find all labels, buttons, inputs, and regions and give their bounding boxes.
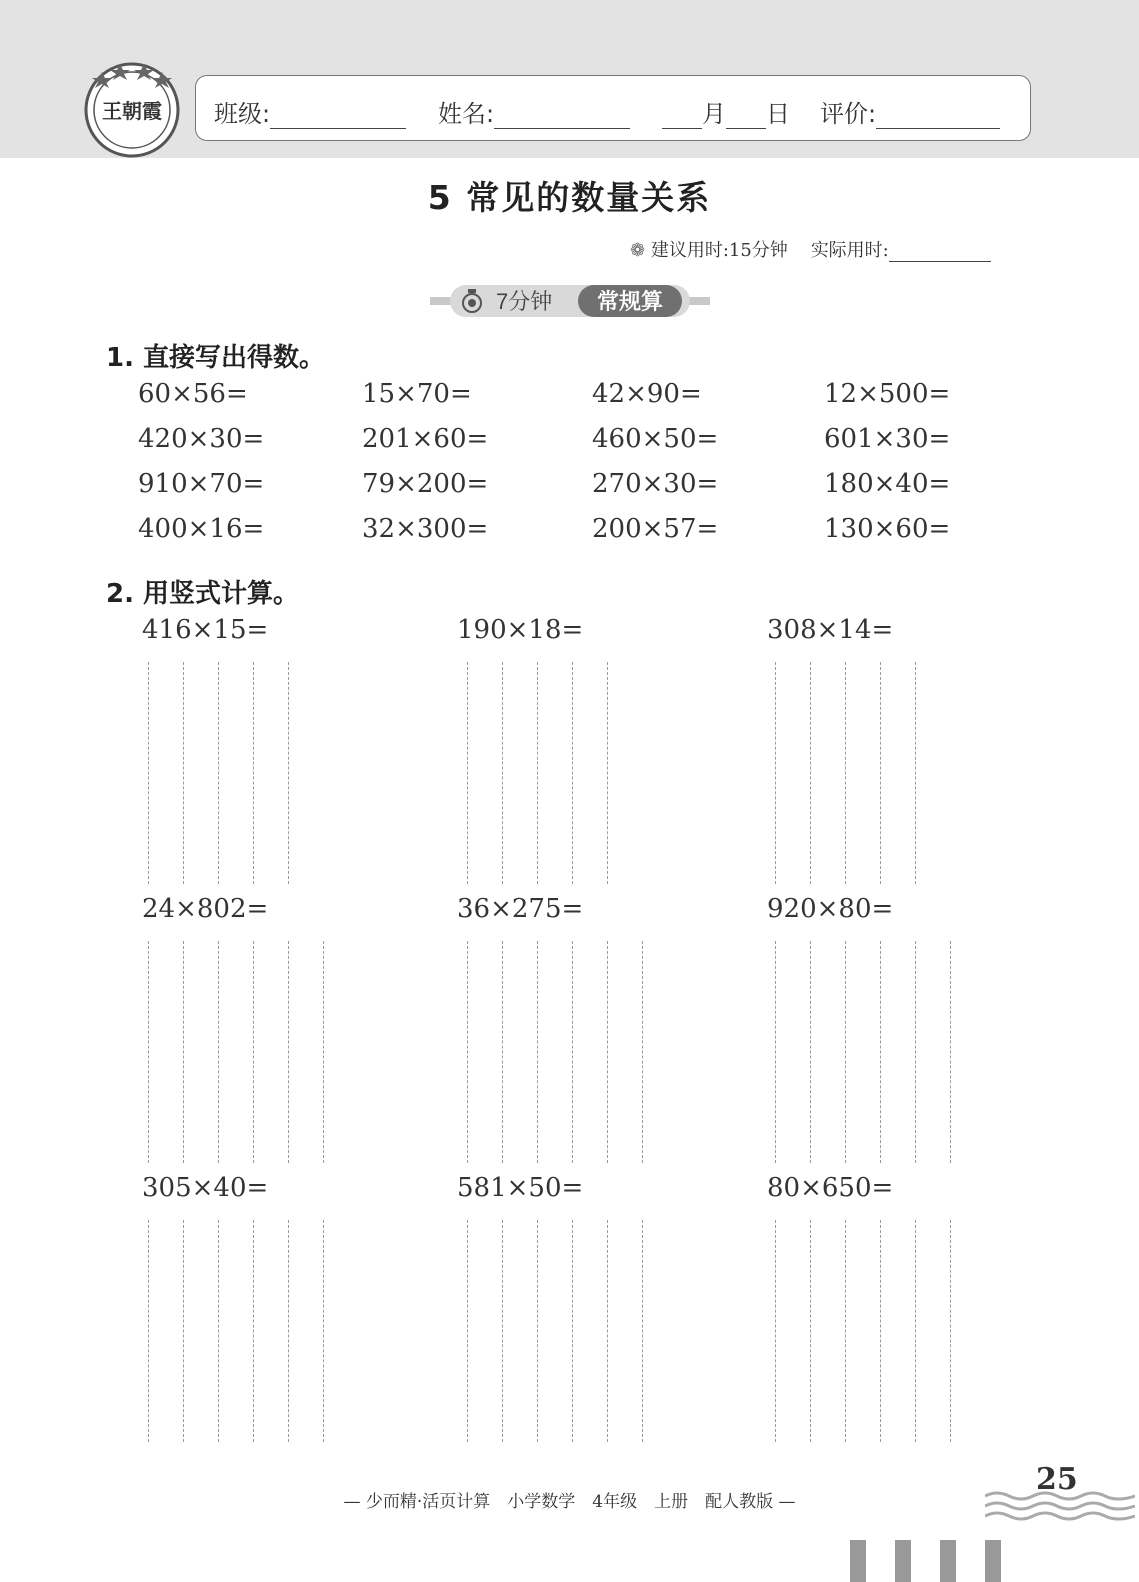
guide-line xyxy=(502,941,503,1163)
rating-label: 评价: xyxy=(820,100,877,128)
q1-expr: 12×500= xyxy=(824,379,951,409)
guide-line xyxy=(323,941,324,1163)
guide-line xyxy=(775,941,776,1163)
guide-line xyxy=(845,662,846,884)
guide-line xyxy=(775,662,776,884)
guide-line xyxy=(572,662,573,884)
guide-line xyxy=(810,662,811,884)
rating-field xyxy=(820,94,1000,129)
page-number: 25 xyxy=(1036,1462,1078,1497)
guide-line xyxy=(323,1220,324,1442)
q1-expr: 42×90= xyxy=(592,379,702,409)
guide-line xyxy=(880,1220,881,1442)
name-label: 姓名: xyxy=(438,100,495,128)
guide-line xyxy=(183,941,184,1163)
guide-line xyxy=(288,1220,289,1442)
q2-expr: 80×650= xyxy=(767,1173,894,1203)
q1-expr: 910×70= xyxy=(138,469,265,499)
q2-expr: 24×802= xyxy=(142,894,269,924)
q2-expr: 920×80= xyxy=(767,894,894,924)
q1-expr: 15×70= xyxy=(362,379,472,409)
guide-line xyxy=(288,662,289,884)
guide-line xyxy=(148,1220,149,1442)
guide-line xyxy=(537,662,538,884)
date-field xyxy=(662,94,790,129)
guide-line xyxy=(950,941,951,1163)
suggested-time: 建议用时:15分钟 xyxy=(650,240,788,261)
q2-expr: 305×40= xyxy=(142,1173,269,1203)
actual-time-blank[interactable] xyxy=(889,241,991,262)
q1-expr: 270×30= xyxy=(592,469,719,499)
day-blank[interactable] xyxy=(726,102,766,129)
q1-expr: 201×60= xyxy=(362,424,489,454)
q1-expr: 32×300= xyxy=(362,514,489,544)
banner-tag: 常规算 xyxy=(596,290,664,315)
q2-expr: 190×18= xyxy=(457,615,584,645)
logo-text: 王朝霞 xyxy=(102,99,162,123)
guide-line xyxy=(607,662,608,884)
guide-line xyxy=(183,1220,184,1442)
guide-line xyxy=(810,941,811,1163)
guide-line xyxy=(845,1220,846,1442)
month-blank[interactable] xyxy=(662,102,702,129)
class-field xyxy=(214,94,406,129)
day-label: 日 xyxy=(766,100,790,128)
q1-expr: 79×200= xyxy=(362,469,489,499)
name-blank[interactable] xyxy=(494,102,630,129)
name-field xyxy=(438,94,630,129)
q1-expr: 130×60= xyxy=(824,514,951,544)
guide-line xyxy=(880,941,881,1163)
guide-line xyxy=(845,941,846,1163)
guide-line xyxy=(607,941,608,1163)
footer-text: — 少而精·活页计算 小学数学 4年级 上册 配人教版 — xyxy=(343,1492,796,1512)
guide-line xyxy=(502,662,503,884)
q1-expr: 420×30= xyxy=(138,424,265,454)
guide-line xyxy=(183,662,184,884)
timer-icon: ❁ xyxy=(630,240,646,261)
guide-line xyxy=(572,1220,573,1442)
q1-expr: 200×57= xyxy=(592,514,719,544)
q2-expr: 308×14= xyxy=(767,615,894,645)
edge-tab xyxy=(895,1540,911,1582)
guide-line xyxy=(467,1220,468,1442)
q2-label: 2. 用竖式计算。 xyxy=(106,579,300,609)
guide-line xyxy=(288,941,289,1163)
guide-line xyxy=(467,941,468,1163)
actual-time-label: 实际用时: xyxy=(810,240,889,261)
guide-line xyxy=(537,1220,538,1442)
q1-expr: 460×50= xyxy=(592,424,719,454)
q2-expr: 416×15= xyxy=(142,615,269,645)
guide-line xyxy=(775,1220,776,1442)
guide-line xyxy=(537,941,538,1163)
student-info-box xyxy=(195,75,1031,141)
guide-line xyxy=(218,662,219,884)
guide-line xyxy=(915,1220,916,1442)
guide-line xyxy=(607,1220,608,1442)
guide-line xyxy=(148,941,149,1163)
guide-line xyxy=(253,941,254,1163)
month-label: 月 xyxy=(702,100,726,128)
class-blank[interactable] xyxy=(270,102,406,129)
q1-expr: 60×56= xyxy=(138,379,248,409)
section-banner xyxy=(430,284,710,318)
guide-line xyxy=(572,941,573,1163)
guide-line xyxy=(642,941,643,1163)
q1-label: 1. 直接写出得数。 xyxy=(106,343,326,373)
edge-tab xyxy=(850,1540,866,1582)
logo-seal xyxy=(82,60,182,160)
page-title: 5 常见的数量关系 xyxy=(427,178,712,217)
guide-line xyxy=(148,662,149,884)
q1-expr: 601×30= xyxy=(824,424,951,454)
q2-expr: 36×275= xyxy=(457,894,584,924)
guide-line xyxy=(502,1220,503,1442)
guide-line xyxy=(880,662,881,884)
guide-line xyxy=(253,1220,254,1442)
guide-line xyxy=(810,1220,811,1442)
edge-tab xyxy=(985,1540,1001,1582)
guide-line xyxy=(218,941,219,1163)
guide-line xyxy=(253,662,254,884)
guide-line xyxy=(950,1220,951,1442)
edge-tab xyxy=(940,1540,956,1582)
guide-line xyxy=(218,1220,219,1442)
q1-expr: 180×40= xyxy=(824,469,951,499)
guide-line xyxy=(915,662,916,884)
banner-duration: 7分钟 xyxy=(496,289,553,314)
rating-blank[interactable] xyxy=(876,102,1000,129)
timing-row xyxy=(630,236,991,262)
guide-line xyxy=(915,941,916,1163)
q1-expr: 400×16= xyxy=(138,514,265,544)
guide-line xyxy=(642,1220,643,1442)
guide-line xyxy=(467,662,468,884)
q2-expr: 581×50= xyxy=(457,1173,584,1203)
class-label: 班级: xyxy=(214,100,271,128)
